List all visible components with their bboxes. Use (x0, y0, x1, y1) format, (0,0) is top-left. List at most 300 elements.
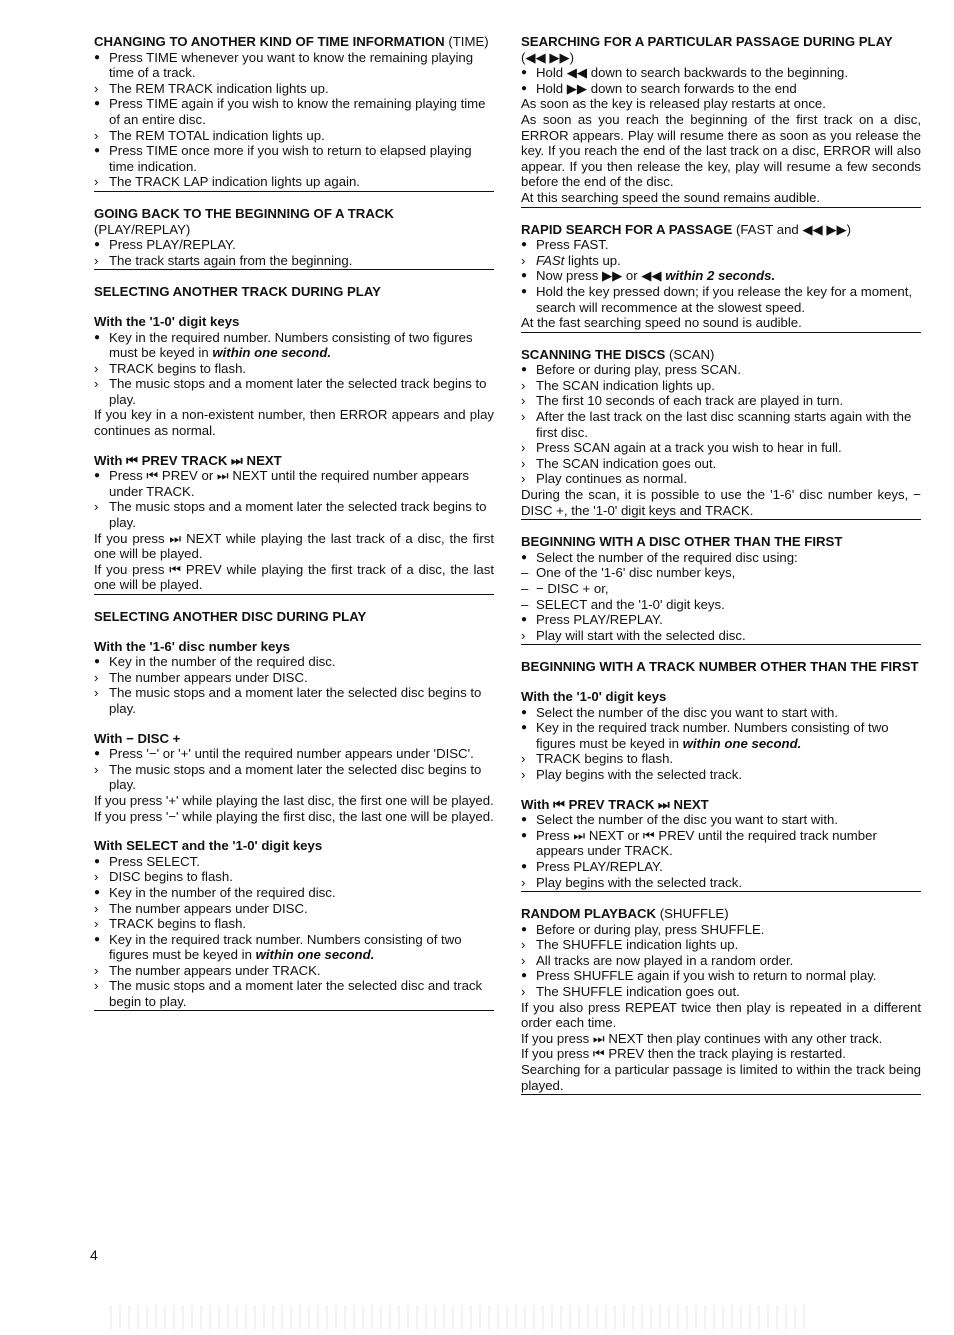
bullet-item (521, 65, 921, 81)
bullet-item (94, 143, 494, 174)
paragraph: If you press ⏭ NEXT then play continues with any other track. (521, 1030, 883, 1046)
bullet-icon: ● (94, 886, 101, 898)
arrow-icon: › (521, 766, 526, 782)
item-body: After the last track on the last disc scanning starts again with the first disc. (536, 409, 912, 440)
bullet-item (94, 330, 494, 361)
item-body: The TRACK LAP indication lights up again. (109, 174, 360, 190)
sub-heading: With ⏮ PREV TRACK ⏭ NEXT (94, 452, 282, 468)
arrow-icon: › (521, 952, 526, 968)
section-heading (94, 609, 494, 625)
result-item (521, 984, 921, 1000)
arrow-icon: › (94, 127, 99, 143)
item-body: The music stops and a moment later the selected disc and track begin to play. (109, 978, 483, 1010)
item-text (109, 670, 308, 685)
bullet-icon: ● (521, 364, 528, 376)
item-text (109, 468, 469, 499)
paragraph: As soon as you reach the beginning of the first track on a disc, ERROR appears. Play will resume there as soon as you release the key. If you reach the end of the last track on a disc, ERROR will also appear. If you then release the key, play will resume a few seconds before the end of the disc. (521, 111, 921, 190)
result-item (521, 378, 921, 394)
item-text (109, 143, 472, 174)
item-body: Play begins with the selected track. (536, 874, 742, 890)
paragraph: During the scan, it is possible to use the '1-6' disc number keys, − DISC +, the '1-0' digit keys and TRACK. (521, 487, 921, 518)
item-text (536, 875, 742, 890)
item-body: The number appears under TRACK. (109, 962, 321, 978)
paragraph: As soon as the key is released play restarts at once. (521, 96, 826, 112)
item-body: The REM TOTAL indication lights up. (109, 127, 325, 143)
item-body: Press SHUFFLE again if you wish to return to normal play. (536, 968, 877, 984)
paragraph: If you key in a non-existent number, then ERROR appears and play continues as normal. (94, 407, 494, 439)
dash-icon: – (521, 581, 529, 596)
section-title-paren: (TIME) (448, 34, 489, 49)
item-text (536, 581, 609, 596)
item-body: Press ⏭ NEXT or ⏮ PREV until the required track number appears under TRACK. (536, 827, 877, 859)
arrow-icon: › (521, 751, 526, 767)
arrow-icon: › (94, 978, 99, 994)
paragraph: If you press ⏮ PREV while playing the first track of a disc, the last one will be played. (94, 561, 494, 593)
result-item (94, 361, 494, 377)
section-title: SCANNING THE DISCS (521, 346, 666, 362)
result-item (94, 762, 494, 793)
item-body: Select the number of the disc you want to start with. (536, 704, 838, 720)
bullet-icon: ● (521, 923, 528, 935)
item-body: Before or during play, press SCAN. (536, 362, 741, 378)
section-heading (521, 534, 921, 550)
section-title: SELECTING ANOTHER DISC DURING PLAY (94, 609, 367, 624)
result-item (94, 963, 494, 979)
spacer (94, 300, 494, 314)
item-text (536, 65, 848, 80)
bullet-icon: ● (94, 656, 101, 668)
paragraph: If you also press REPEAT twice then play is repeated in a different order each time. (521, 999, 921, 1031)
section-heading (94, 284, 494, 300)
bullet-item (521, 922, 921, 938)
item-text (109, 978, 482, 1009)
item-body: Press PLAY/REPLAY. (536, 612, 663, 628)
section-heading (521, 906, 921, 922)
item-text (109, 361, 246, 376)
arrow-icon: › (94, 900, 99, 916)
section (521, 347, 921, 521)
right-column (521, 34, 921, 1109)
bullet-icon: ● (94, 748, 101, 760)
item-text (109, 128, 325, 143)
item-body: The number appears under DISC. (109, 669, 308, 685)
item-text (109, 932, 462, 963)
spacer (94, 717, 494, 731)
result-item (94, 253, 494, 269)
item-body: Hold the key pressed down; if you release the key for a moment, search will recommence at the slowest speed. (536, 283, 913, 315)
item-body: Key in the required track number. Numbers consisting of two figures must be keyed in (109, 931, 462, 963)
section (521, 222, 921, 333)
item-body: The first 10 seconds of each track are played in turn. (536, 393, 844, 409)
arrow-icon: › (521, 409, 526, 425)
item-body: Key in the required number. Numbers consisting of two figures must be keyed in (109, 329, 473, 361)
bullet-icon: ● (521, 860, 528, 872)
arrow-icon: › (94, 80, 99, 96)
section-heading (94, 206, 494, 222)
item-body: Now press ▶▶ or ◀◀ (536, 268, 662, 284)
arrow-icon: › (521, 874, 526, 890)
item-text (109, 499, 487, 530)
bullet-icon: ● (94, 331, 101, 343)
item-body: The SHUFFLE indication goes out. (536, 984, 740, 1000)
result-item (521, 767, 921, 783)
result-item (94, 670, 494, 686)
bullet-item (521, 284, 921, 315)
arrow-icon: › (94, 962, 99, 978)
item-text (536, 953, 793, 968)
bullet-item (94, 885, 494, 901)
section-heading (521, 34, 921, 50)
item-text (109, 96, 486, 127)
item-body: Key in the number of the required disc. (109, 654, 336, 670)
bullet-icon: ● (94, 933, 101, 945)
bullet-item (521, 612, 921, 628)
section (521, 906, 921, 1095)
item-text (536, 237, 609, 252)
item-text (109, 253, 352, 268)
sub-heading: With the '1-0' digit keys (94, 313, 240, 329)
item-text (536, 968, 877, 983)
result-item (521, 393, 921, 409)
item-body: One of the '1-6' disc number keys, (536, 565, 736, 581)
bullet-icon: ● (94, 239, 101, 251)
bullet-item (521, 550, 921, 566)
item-body: Press PLAY/REPLAY. (109, 237, 236, 253)
result-item (94, 376, 494, 407)
item-text (536, 565, 735, 580)
bullet-item (521, 859, 921, 875)
arrow-icon: › (521, 440, 526, 456)
sub-heading: With ⏮ PREV TRACK ⏭ NEXT (521, 796, 709, 812)
section-title: GOING BACK TO THE BEGINNING OF A TRACK (94, 205, 394, 221)
item-text (536, 378, 715, 393)
sub-heading: With − DISC + (94, 730, 181, 746)
item-text (536, 937, 738, 952)
arrow-icon: › (94, 869, 99, 885)
item-text (536, 612, 663, 627)
bullet-item (521, 705, 921, 721)
section (94, 609, 494, 1012)
section-title: BEGINNING WITH A TRACK NUMBER OTHER THAN THE FIRST (521, 659, 919, 675)
dash-item (521, 597, 921, 613)
bullet-icon: ● (521, 970, 528, 982)
paragraph: If you press ⏮ PREV then the track playing is restarted. (521, 1046, 846, 1062)
bullet-icon: ● (521, 285, 528, 297)
item-body: Select the number of the disc you want to start with. (536, 812, 838, 828)
result-item (94, 128, 494, 144)
item-text (536, 859, 663, 874)
item-text (109, 901, 308, 916)
item-body: − DISC + or, (536, 581, 609, 596)
sub-heading: With the '1-0' digit keys (521, 688, 667, 704)
item-text (536, 767, 742, 782)
sub-heading: With the '1-6' disc number keys (94, 638, 290, 654)
section (521, 534, 921, 645)
item-body: Press FAST. (536, 237, 609, 253)
section-title: BEGINNING WITH A DISC OTHER THAN THE FIRST (521, 534, 843, 550)
bullet-item (94, 468, 494, 499)
item-body: Play will start with the selected disc. (536, 627, 746, 643)
result-item (521, 953, 921, 969)
item-emphasis: within one second. (255, 947, 375, 963)
item-body: The REM TRACK indication lights up. (109, 80, 329, 96)
item-body: SELECT and the '1-0' digit keys. (536, 596, 725, 612)
item-body: Play continues as normal. (536, 471, 687, 487)
item-text (536, 705, 838, 720)
bullet-icon: ● (521, 551, 528, 563)
item-text (536, 362, 741, 377)
arrow-icon: › (94, 685, 99, 701)
item-body: Before or during play, press SHUFFLE. (536, 921, 765, 937)
section-title: SEARCHING FOR A PARTICULAR PASSAGE DURING PLAY (521, 34, 893, 49)
item-text (109, 654, 336, 669)
item-body: lights up. (568, 252, 621, 268)
item-body: Press PLAY/REPLAY. (536, 858, 663, 874)
item-text (536, 81, 797, 96)
paragraph: (PLAY/REPLAY) (94, 221, 191, 237)
section-heading (94, 34, 494, 50)
section-heading (521, 347, 921, 363)
arrow-icon: › (94, 360, 99, 376)
arrow-icon: › (521, 455, 526, 471)
bullet-icon: ● (94, 98, 101, 110)
item-text (536, 550, 798, 565)
paragraph: (◀◀ ▶▶) (521, 49, 575, 65)
section-title-paren: (FAST and ◀◀ ▶▶) (735, 221, 852, 237)
item-body: The number appears under DISC. (109, 900, 308, 916)
spacer (521, 675, 921, 689)
item-text (536, 456, 716, 471)
item-body: Select the number of the required disc using: (536, 549, 798, 565)
item-body: TRACK begins to flash. (109, 360, 247, 376)
item-body: Press SCAN again at a track you wish to hear in full. (536, 440, 842, 456)
item-body: Hold ◀◀ down to search backwards to the beginning. (536, 65, 849, 81)
item-emphasis: within one second. (212, 345, 332, 361)
item-body: The SHUFFLE indication lights up. (536, 937, 739, 953)
dash-item (521, 581, 921, 597)
spacer (94, 824, 494, 838)
bullet-item (521, 237, 921, 253)
bullet-icon: ● (521, 82, 528, 94)
result-item (94, 869, 494, 885)
item-text (109, 237, 236, 252)
item-text (536, 628, 746, 643)
item-text (536, 268, 775, 283)
item-body: The music stops and a moment later the selected disc begins to play. (109, 685, 482, 716)
result-item (94, 81, 494, 97)
result-item (521, 253, 921, 269)
item-body: The music stops and a moment later the selected track begins to play. (109, 499, 487, 531)
result-item (521, 628, 921, 644)
item-text (536, 984, 740, 999)
bullet-icon: ● (521, 814, 528, 826)
item-text (536, 409, 911, 440)
result-item (521, 751, 921, 767)
item-text (536, 440, 842, 455)
item-text (109, 81, 329, 96)
item-text (536, 471, 687, 486)
item-text (109, 762, 481, 793)
bullet-item (94, 237, 494, 253)
arrow-icon: › (521, 377, 526, 393)
arrow-icon: › (94, 376, 99, 392)
arrow-icon: › (94, 174, 99, 190)
item-emphasis: within 2 seconds. (665, 268, 776, 284)
item-text (536, 597, 725, 612)
item-body: The music stops and a moment later the selected track begins to play. (109, 376, 487, 407)
bullet-item (521, 268, 921, 284)
item-body: TRACK begins to flash. (109, 916, 247, 932)
item-text (109, 746, 474, 761)
bullet-icon: ● (521, 614, 528, 626)
bullet-item (521, 812, 921, 828)
bullet-icon: ● (521, 706, 528, 718)
arrow-icon: › (94, 499, 99, 515)
section-title: SELECTING ANOTHER TRACK DURING PLAY (94, 284, 381, 300)
section-title: RANDOM PLAYBACK (521, 906, 657, 922)
bullet-item (521, 720, 921, 751)
arrow-icon: › (521, 393, 526, 409)
bullet-item (521, 968, 921, 984)
arrow-icon: › (94, 916, 99, 932)
dash-icon: – (521, 596, 529, 612)
section (521, 659, 921, 892)
bullet-item (94, 96, 494, 127)
item-body: Key in the number of the required disc. (109, 884, 336, 900)
bullet-item (94, 932, 494, 963)
result-item (521, 440, 921, 456)
bullet-item (94, 50, 494, 81)
bullet-icon: ● (94, 470, 101, 482)
item-body: The track starts again from the beginning. (109, 252, 353, 268)
arrow-icon: › (521, 937, 526, 953)
dash-icon: – (521, 565, 529, 581)
bullet-item (94, 854, 494, 870)
paragraph: Searching for a particular passage is limited to within the track being played. (521, 1062, 921, 1093)
bullet-item (521, 362, 921, 378)
paragraph: At this searching speed the sound remains audible. (521, 189, 821, 205)
bullet-item (94, 746, 494, 762)
item-text (109, 174, 360, 189)
arrow-icon: › (521, 252, 526, 268)
paragraph: If you press '+' while playing the last disc, the first one will be played. (94, 792, 494, 808)
result-item (94, 901, 494, 917)
paragraph: If you press '−' while playing the first disc, the last one will be played. (94, 808, 494, 824)
section (94, 34, 494, 192)
dash-item (521, 565, 921, 581)
result-item (521, 471, 921, 487)
item-text (109, 50, 473, 81)
result-item (94, 978, 494, 1009)
item-text (109, 376, 487, 407)
result-item (521, 456, 921, 472)
item-text (536, 284, 912, 315)
bullet-icon: ● (94, 855, 101, 867)
bullet-item (521, 81, 921, 97)
item-text (109, 869, 233, 884)
result-item (521, 937, 921, 953)
item-text (536, 393, 843, 408)
bullet-icon: ● (521, 239, 528, 251)
item-body: The SCAN indication lights up. (536, 377, 715, 393)
item-text (536, 828, 877, 859)
arrow-icon: › (521, 627, 526, 643)
section-heading (521, 222, 921, 238)
item-text (536, 253, 621, 268)
result-item (94, 174, 494, 190)
arrow-icon: › (521, 984, 526, 1000)
result-item (521, 409, 921, 440)
item-body: TRACK begins to flash. (536, 751, 674, 767)
item-text (536, 812, 838, 827)
arrow-icon: › (94, 761, 99, 777)
item-text (109, 916, 246, 931)
result-item (94, 916, 494, 932)
arrow-icon: › (521, 471, 526, 487)
bullet-icon: ● (521, 270, 528, 282)
bullet-icon: ● (521, 829, 528, 841)
section (94, 206, 494, 270)
bullet-item (521, 828, 921, 859)
item-body: The SCAN indication goes out. (536, 455, 717, 471)
item-text (536, 720, 889, 751)
page-number: 4 (90, 1247, 98, 1263)
bullet-icon: ● (521, 722, 528, 734)
item-body: Press TIME whenever you want to know the remaining playing time of a track. (109, 49, 474, 81)
bullet-icon: ● (94, 145, 101, 157)
paragraph: If you press ⏭ NEXT while playing the last track of a disc, the first one will be played. (94, 530, 494, 562)
result-item (94, 499, 494, 530)
spacer (521, 783, 921, 797)
arrow-icon: › (94, 252, 99, 268)
item-body: Hold ▶▶ down to search forwards to the end (536, 80, 797, 96)
item-text (109, 963, 321, 978)
item-text (109, 854, 200, 869)
item-body: Press SELECT. (109, 853, 200, 869)
section (521, 34, 921, 208)
item-body: All tracks are now played in a random order. (536, 952, 794, 968)
arrow-icon: › (94, 669, 99, 685)
result-item (94, 685, 494, 716)
section-title-paren: (SHUFFLE) (659, 906, 729, 922)
item-body: Play begins with the selected track. (536, 766, 742, 782)
section-title: RAPID SEARCH FOR A PASSAGE (521, 221, 733, 237)
section-heading (521, 659, 921, 675)
item-emphasis: FASt (536, 252, 565, 268)
result-item (521, 875, 921, 891)
section-title: CHANGING TO ANOTHER KIND OF TIME INFORMATION (94, 34, 445, 49)
bullet-item (94, 654, 494, 670)
item-body: DISC begins to flash. (109, 869, 233, 885)
item-body: Key in the required track number. Numbers consisting of two figures must be keyed in (536, 720, 889, 751)
item-text (536, 751, 673, 766)
item-body: Press TIME again if you wish to know the remaining playing time of an entire disc. (109, 96, 486, 127)
item-body: Press ⏮ PREV or ⏭ NEXT until the required number appears under TRACK. (109, 468, 469, 499)
item-emphasis: within one second. (682, 735, 802, 751)
item-body: Press TIME once more if you wish to return to elapsed playing time indication. (109, 143, 472, 174)
item-body: The music stops and a moment later the selected disc begins to play. (109, 761, 482, 793)
item-text (109, 330, 473, 361)
item-text (109, 685, 481, 716)
bullet-icon: ● (94, 51, 101, 63)
item-text (536, 922, 764, 937)
item-text (109, 885, 336, 900)
paragraph: At the fast searching speed no sound is audible. (521, 315, 802, 331)
bullet-icon: ● (521, 67, 528, 79)
scan-noise (110, 1305, 810, 1329)
spacer (94, 625, 494, 639)
section (94, 284, 494, 595)
